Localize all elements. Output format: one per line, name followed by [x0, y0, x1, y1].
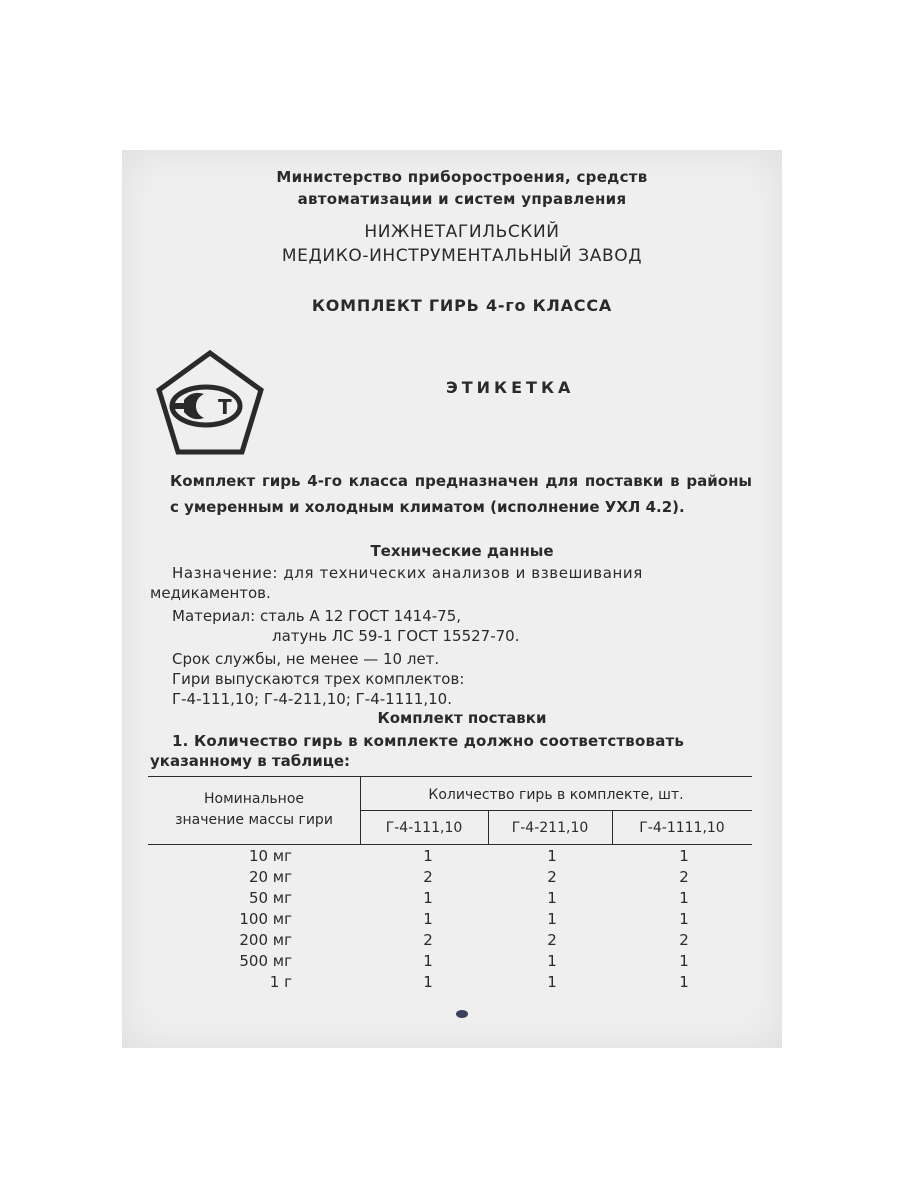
mass-value: 200 мг: [239, 931, 292, 949]
quantity-cell: 1: [423, 847, 433, 865]
mass-value: 1 г: [269, 973, 292, 991]
ministry-name: [142, 166, 782, 210]
label-sheet: [122, 150, 782, 1048]
quantity-cell: 2: [679, 931, 689, 949]
material-line-2: латунь ЛС 59-1 ГОСТ 15527-70.: [272, 627, 520, 645]
mass-value: 50 мг: [248, 889, 292, 907]
quantity-cell: 1: [547, 889, 557, 907]
set-header-2: Г-4-211,10: [511, 820, 589, 836]
quantity-cell: 2: [423, 931, 433, 949]
service-life: Срок службы, не менее — 10 лет.: [172, 650, 440, 668]
material-line-1: Материал: сталь А 12 ГОСТ 1414-75,: [172, 607, 462, 625]
quantity-group-header: Количество гирь в комплекте, шт.: [428, 787, 684, 803]
factory-line-2: МЕДИКО-ИНСТРУМЕНТАЛЬНЫЙ ЗАВОД: [281, 246, 643, 266]
mass-value: 20 мг: [248, 868, 292, 886]
table-header-bottom-rule: [148, 844, 752, 845]
quantity-cell: 1: [679, 889, 689, 907]
quantity-cell: 1: [679, 952, 689, 970]
technical-heading: Технические данные: [370, 542, 554, 560]
intro-paragraph: Комплект гирь 4-го класса предназначен для поставки в районы с умеренным и холодным климатом (исполнение УХЛ 4.2).: [170, 472, 752, 516]
ministry-line-2: автоматизации и систем управления: [297, 190, 627, 208]
quantity-cell: 1: [679, 910, 689, 928]
set-header-1: Г-4-111,10: [385, 820, 463, 836]
quantity-cell: 1: [423, 910, 433, 928]
sets-line-1: Гири выпускаются трех комплектов:: [172, 670, 465, 688]
delivery-item-1-line-1: 1. Количество гирь в комплекте должно соответствовать: [172, 732, 685, 750]
mass-header-line-2: значение массы гири: [175, 812, 333, 828]
quantity-cell: 1: [547, 910, 557, 928]
quantity-cell: 1: [423, 973, 433, 991]
delivery-heading: Комплект поставки: [377, 709, 547, 727]
purpose-line-1: Назначение: для технических анализов и взвешивания: [172, 564, 643, 582]
table-subheader-rule: [360, 810, 752, 811]
quantity-cell: 2: [679, 868, 689, 886]
gost-quality-mark-icon: [154, 348, 266, 458]
quantity-cell: 2: [547, 868, 557, 886]
mass-value: 500 мг: [239, 952, 292, 970]
delivery-item-1-line-2: указанному в таблице:: [150, 752, 351, 770]
quantity-cell: 1: [679, 847, 689, 865]
factory-name: [142, 220, 782, 268]
mass-value: 10 мг: [248, 847, 292, 865]
mass-header-line-1: Номинальное: [203, 791, 305, 807]
factory-line-1: НИЖНЕТАГИЛЬСКИЙ: [364, 222, 560, 242]
svg-text:Т: Т: [218, 395, 232, 419]
quantity-cell: 1: [547, 847, 557, 865]
quantity-cell: 2: [547, 931, 557, 949]
quantity-cell: 1: [423, 952, 433, 970]
quantity-cell: 1: [679, 973, 689, 991]
ink-blot: [456, 1010, 468, 1018]
label-title: ЭТИКЕТКА: [446, 378, 575, 397]
set-header-3: Г-4-1111,10: [639, 820, 725, 836]
ministry-line-1: Министерство приборостроения, средств: [276, 168, 648, 186]
purpose-line-2: медикаментов.: [150, 584, 271, 602]
product-title: КОМПЛЕКТ ГИРЬ 4-го КЛАССА: [311, 296, 613, 315]
quantity-cell: 1: [423, 889, 433, 907]
sets-line-2: Г-4-111,10; Г-4-211,10; Г-4-1111,10.: [172, 690, 452, 708]
mass-value: 100 мг: [239, 910, 292, 928]
quantity-cell: 2: [423, 868, 433, 886]
table-top-rule: [148, 776, 752, 777]
quantity-cell: 1: [547, 952, 557, 970]
quantity-cell: 1: [547, 973, 557, 991]
